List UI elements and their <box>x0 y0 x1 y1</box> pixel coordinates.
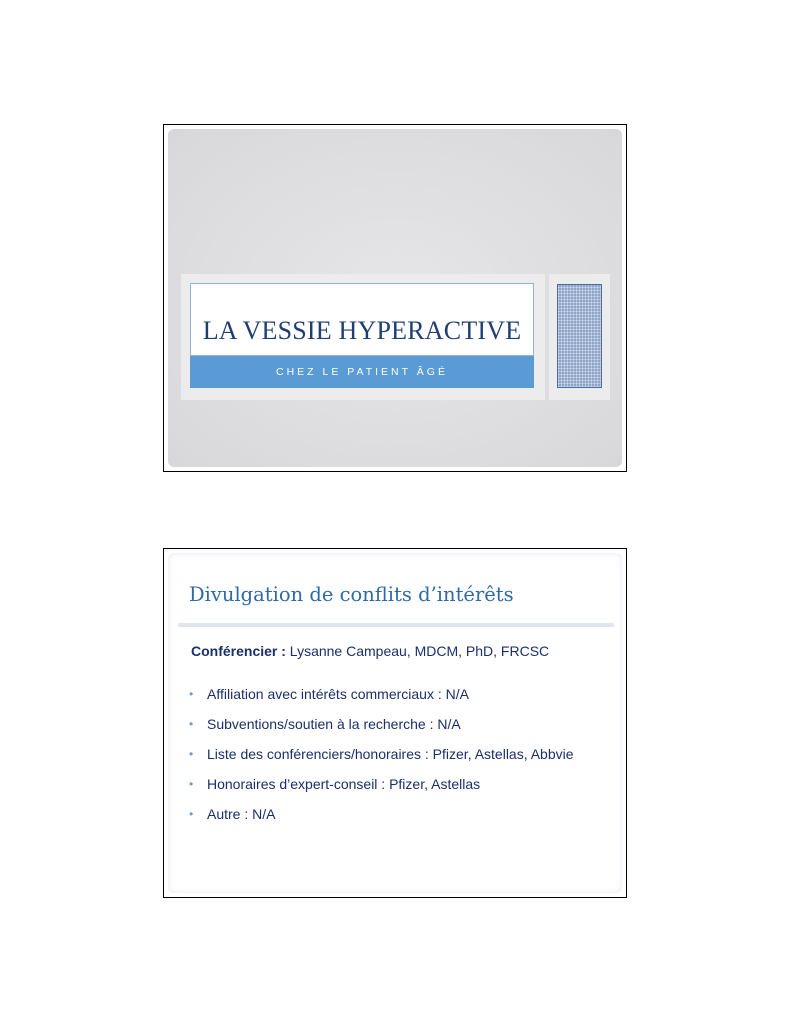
disclosure-list <box>189 685 609 835</box>
list-item <box>189 745 609 763</box>
decorative-pattern <box>557 284 602 388</box>
slide-2 <box>163 548 627 898</box>
list-item-text: Autre : N/A <box>207 806 276 822</box>
speaker-label: Conférencier : <box>191 643 286 659</box>
speaker-value: Lysanne Campeau, MDCM, PhD, FRCSC <box>285 643 550 659</box>
slide-1 <box>163 124 627 472</box>
list-item <box>189 715 609 733</box>
side-panel <box>549 274 610 400</box>
list-item <box>189 685 609 703</box>
bullet-icon: • <box>189 717 194 731</box>
slide-title: Divulgation de conflits d’intérêts <box>189 583 514 606</box>
subtitle-bar <box>190 356 534 388</box>
title-box <box>190 283 534 356</box>
bullet-icon: • <box>189 777 194 791</box>
bullet-icon: • <box>189 747 194 761</box>
presentation-subtitle: CHEZ LE PATIENT ÂGÉ <box>276 366 448 378</box>
list-item-text: Subventions/soutien à la recherche : N/A <box>207 716 461 732</box>
title-panel <box>181 274 545 400</box>
speaker-line <box>191 643 549 659</box>
list-item <box>189 805 609 823</box>
bullet-icon: • <box>189 687 194 701</box>
presentation-title: LA VESSIE HYPERACTIVE <box>202 315 522 345</box>
bullet-icon: • <box>189 807 194 821</box>
title-divider <box>178 623 614 627</box>
list-item-text: Liste des conférenciers/honoraires : Pfizer, Astellas, Abbvie <box>207 746 574 762</box>
list-item-text: Honoraires d’expert-conseil : Pfizer, Astellas <box>207 776 481 792</box>
list-item <box>189 775 609 793</box>
list-item-text: Affiliation avec intérêts commerciaux : N/A <box>207 686 469 702</box>
